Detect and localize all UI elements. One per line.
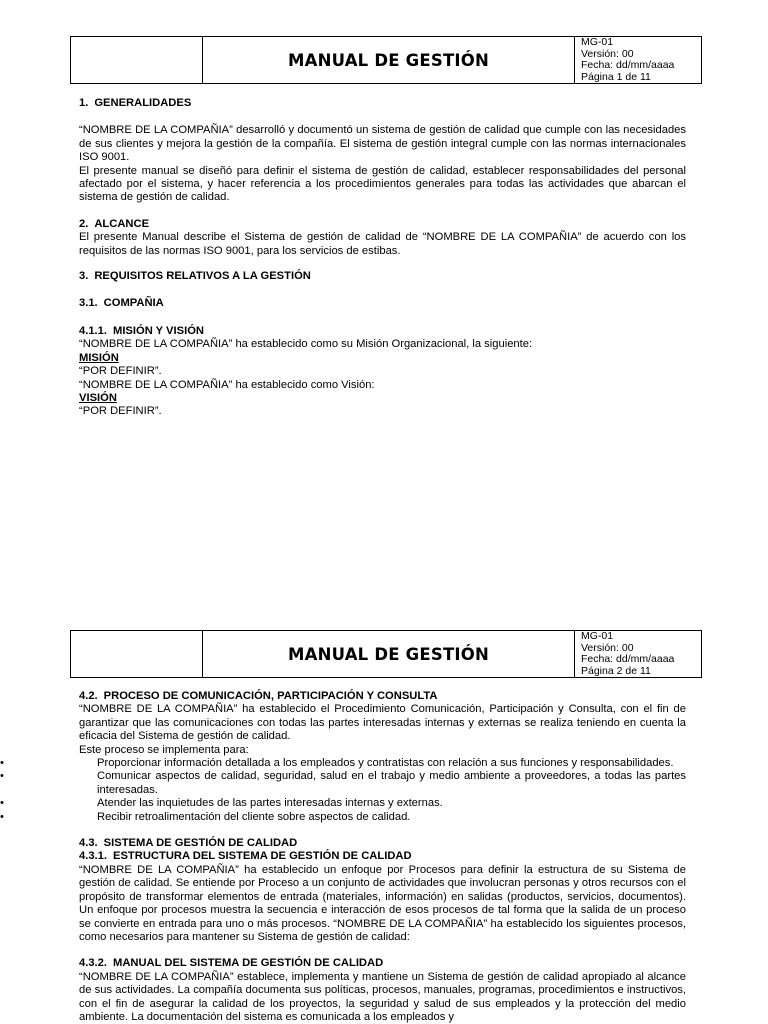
- list-item: • Comunicar aspectos de calidad, seguridad, salud en el trabajo y medio ambiente a proveedores, a todas las partes interesadas.: [0, 770, 686, 797]
- page-2-body: [79, 690, 686, 1024]
- section-heading: [79, 837, 686, 850]
- document-code: MG-01: [581, 36, 614, 48]
- document-version: Versión: 00: [581, 47, 634, 60]
- document-date: Fecha: dd/mm/aaaa: [581, 59, 675, 72]
- list-item: • Recibir retroalimentación del cliente sobre aspectos de calidad.: [0, 811, 686, 824]
- document-date: Fecha: dd/mm/aaaa: [581, 653, 675, 666]
- page-number: Página 2 de 11: [581, 664, 651, 677]
- paragraph: El presente manual se diseñó para definir el sistema de gestión de calidad, establecer responsabilidades del personal afectado por el sistema, y hacer referencia a los procedimientos generales para todas las actividades que abarcan el sistema de gestión de calidad.: [79, 164, 686, 204]
- document-code: MG-01: [581, 630, 614, 642]
- page-number: Página 1 de 11: [581, 70, 651, 83]
- header-table: [70, 630, 702, 678]
- paragraph: “NOMBRE DE LA COMPAÑIA” ha establecido como Visión:: [79, 378, 375, 391]
- document-version: Versión: 00: [581, 641, 634, 654]
- page-1-body: [79, 97, 686, 419]
- section-number: 4.3.1.: [79, 850, 107, 863]
- mision-label: MISIÓN: [79, 351, 119, 364]
- logo-cell: [71, 37, 203, 83]
- section-heading: [79, 270, 686, 283]
- bullet-list: [0, 757, 686, 824]
- vision-label: VISIÓN: [79, 391, 117, 404]
- paragraph: “NOMBRE DE LA COMPAÑIA” ha establecido el Procedimiento Comunicación, Participación y Consulta, con el fin de garantizar que las comunicaciones con todas las partes interesadas internas y externas se realiza teniendo en cuenta la eficacia del Sistema de gestión de calidad.: [79, 703, 686, 743]
- header-table: [70, 36, 702, 84]
- section-number: 2.: [79, 217, 89, 230]
- paragraph: Este proceso se implementa para:: [79, 743, 249, 756]
- section-title: COMPAÑIA: [103, 297, 164, 310]
- section-heading: [79, 690, 686, 703]
- section-title: GENERALIDADES: [94, 97, 192, 109]
- section-number: 4.3.2.: [79, 957, 107, 970]
- section-number: 4.1.1.: [79, 324, 107, 337]
- list-item: • Proporcionar información detallada a los empleados y contratistas con relación a sus funciones y responsabilidades.: [0, 757, 686, 770]
- section-title: PROCESO DE COMUNICACIÓN, PARTICIPACIÓN Y CONSULTA: [103, 690, 438, 702]
- section-heading: [79, 297, 686, 310]
- paragraph: “NOMBRE DE LA COMPAÑIA” ha establecido como su Misión Organizacional, la siguiente:: [79, 338, 533, 351]
- mision-text: “POR DEFINIR”.: [79, 365, 162, 378]
- section-number: 3.1.: [79, 297, 98, 310]
- section-title: SISTEMA DE GESTIÓN DE CALIDAD: [103, 837, 298, 850]
- section-heading: [79, 325, 686, 338]
- vision-text: “POR DEFINIR”.: [79, 405, 162, 418]
- logo-cell: [71, 631, 203, 677]
- section-title: ALCANCE: [94, 217, 150, 230]
- section-heading: [79, 97, 686, 110]
- list-item: • Atender las inquietudes de las partes interesadas internas y externas.: [0, 797, 686, 810]
- section-title: MISIÓN Y VISIÓN: [113, 324, 204, 337]
- section-title: MANUAL DEL SISTEMA DE GESTIÓN DE CALIDAD: [113, 957, 384, 970]
- section-title: REQUISITOS RELATIVOS A LA GESTIÓN: [94, 270, 311, 283]
- document-meta: [575, 631, 701, 677]
- section-number: 1.: [79, 97, 89, 109]
- paragraph: “NOMBRE DE LA COMPAÑIA” establece, implementa y mantiene un Sistema de gestión de calidad apropiado al alcance de sus actividades. La compañía documenta sus políticas, procesos, manuales, programas, procedimientos e instructivos, con el fin de asegurar la calidad de los proyectos, la seguridad y salud de sus empleados y la protección del medio ambiente. La documentación del sistema es comunicada a los empleados y: [79, 970, 686, 1023]
- section-number: 4.3.: [79, 837, 98, 850]
- section-heading: [79, 850, 686, 863]
- document-title: MANUAL DE GESTIÓN: [203, 37, 575, 83]
- paragraph: “NOMBRE DE LA COMPAÑIA” desarrolló y documentó un sistema de gestión de calidad que cumple con las necesidades de sus clientes y mejora la gestión de la compañía. El sistema de gestión integral cumple con las normas internacionales ISO 9001.: [79, 124, 686, 164]
- section-heading: [79, 218, 686, 231]
- paragraph: “NOMBRE DE LA COMPAÑIA” ha establecido un enfoque por Procesos para definir la estructura de su Sistema de gestión de calidad. Se entiende por Proceso a un conjunto de actividades que involucran personas y otros recursos con el propósito de transformar elementos de entrada (materiales, información) en salidas (productos, servicios, documentos). Un enfoque por procesos muestra la secuencia e interacción de esos procesos de tal forma que la salida de un proceso se convierte en entrada para uno o más procesos. “NOMBRE DE LA COMPAÑIA” ha establecido los siguientes procesos, como necesarios para mantener su Sistema de gestión de calidad:: [79, 863, 686, 943]
- section-heading: [79, 957, 686, 970]
- section-title: ESTRUCTURA DEL SISTEMA DE GESTIÓN DE CALIDAD: [113, 850, 412, 863]
- section-number: 4.2.: [79, 690, 98, 702]
- document-meta: [575, 37, 701, 83]
- document-title: MANUAL DE GESTIÓN: [203, 631, 575, 677]
- section-number: 3.: [79, 270, 89, 283]
- paragraph: El presente Manual describe el Sistema de gestión de calidad de “NOMBRE DE LA COMPAÑIA” de acuerdo con los requisitos de las normas ISO 9001, para los servicios de estibas.: [79, 231, 686, 257]
